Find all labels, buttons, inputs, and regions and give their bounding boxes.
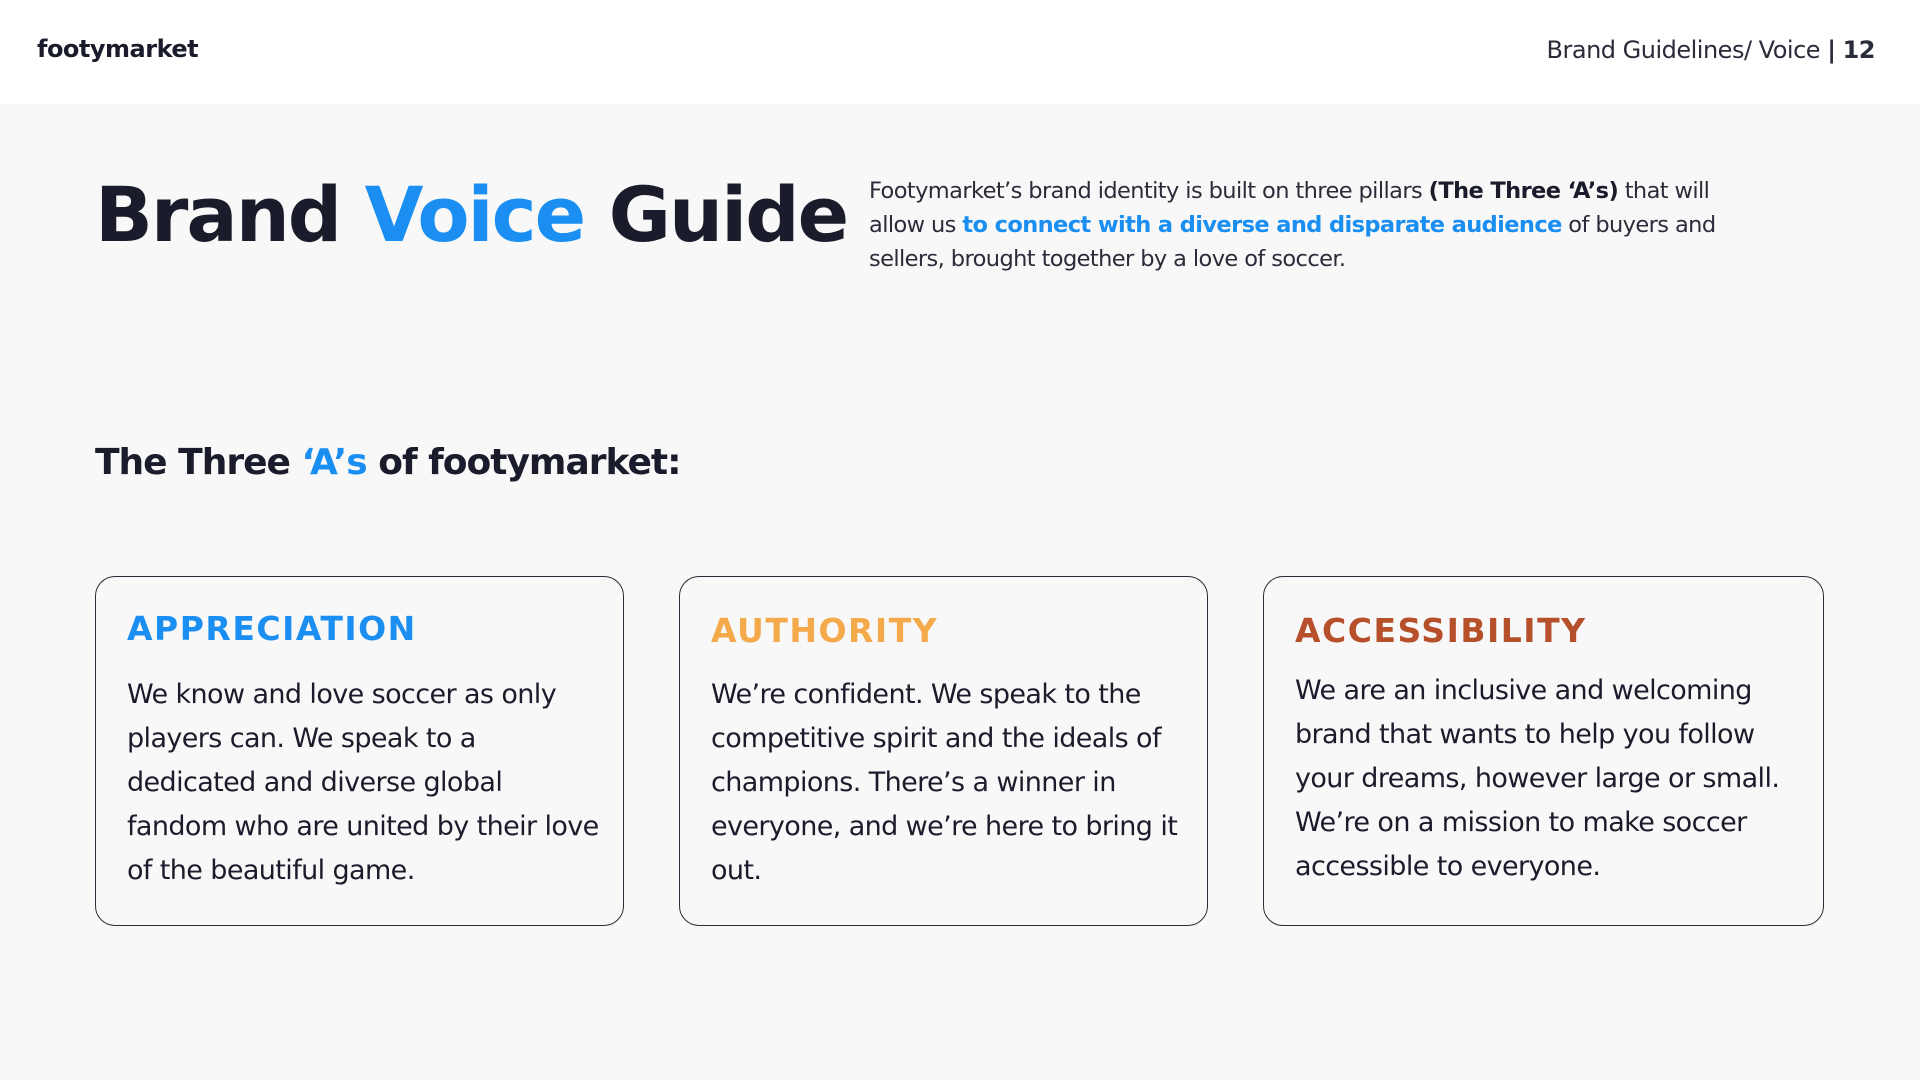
- intro-part-3: of buyers and sellers, brought together by a love of soccer.: [869, 212, 1716, 272]
- pillar-card-accessibility: [1263, 576, 1824, 926]
- pillar-title-authority: AUTHORITY: [711, 611, 939, 650]
- section-heading: [95, 442, 681, 483]
- title-part-1: Brand: [95, 170, 365, 259]
- pillar-body-authority: We’re confident. We speak to the competitive spirit and the ideals of champions. There’s a winner in everyone, and we’re here to bring it out.: [711, 679, 1178, 886]
- breadcrumb-separator: |: [1827, 36, 1836, 64]
- title-part-2: Guide: [584, 170, 848, 259]
- pillar-card-authority: [679, 576, 1208, 926]
- title-accent: Voice: [364, 170, 585, 259]
- intro-paragraph: [869, 174, 1749, 276]
- pillar-body-appreciation: We know and love soccer as only players can. We speak to a dedicated and diverse global fandom who are united by their love of the beautiful game.: [127, 679, 599, 886]
- brand-logo: footymarket: [37, 35, 199, 63]
- intro-highlight: to connect with a diverse and disparate audience: [962, 212, 1562, 238]
- top-bar: [0, 0, 1920, 104]
- pillar-body-accessibility: We are an inclusive and welcoming brand that wants to help you follow your dreams, however large or small. We’re on a mission to make soccer accessible to everyone.: [1295, 675, 1780, 882]
- breadcrumb: [1547, 36, 1875, 64]
- page-number: 12: [1842, 36, 1875, 64]
- pillar-title-accessibility: ACCESSIBILITY: [1295, 611, 1587, 650]
- pillar-title-appreciation: APPRECIATION: [127, 609, 417, 648]
- section-heading-part-1: The Three: [95, 442, 302, 483]
- page-title: [95, 170, 847, 259]
- intro-part-1: Footymarket’s brand identity is built on three pillars: [869, 178, 1429, 204]
- pillar-card-appreciation: [95, 576, 624, 926]
- breadcrumb-text: Brand Guidelines/ Voice: [1546, 36, 1821, 64]
- section-heading-part-2: of footymarket:: [366, 442, 681, 483]
- intro-bold: (The Three ‘A’s): [1428, 178, 1619, 204]
- intro-part-2: that will allow us: [869, 178, 1710, 238]
- section-heading-accent: ‘A’s: [301, 442, 367, 483]
